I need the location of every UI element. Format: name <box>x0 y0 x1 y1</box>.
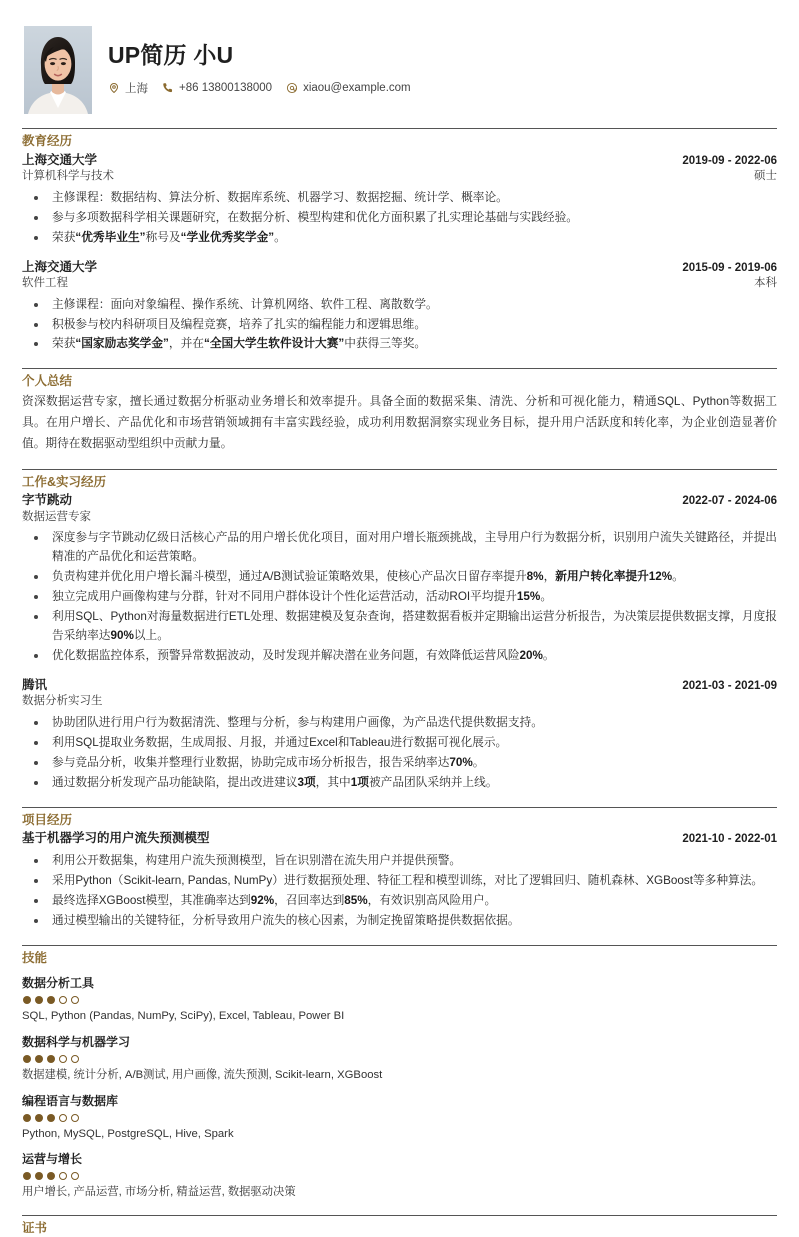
bullet-list <box>22 296 777 355</box>
list-item: 通过模型输出的关键特征，分析导致用户流失的核心因素，为制定挽留策略提供数据依据。 <box>22 912 777 931</box>
section-certificates <box>22 1215 777 1237</box>
skill-group <box>22 975 777 1025</box>
rating-dot-empty <box>59 996 67 1004</box>
resume-header <box>22 22 777 114</box>
skill-rating <box>23 1172 777 1180</box>
rating-dot-empty <box>59 1055 67 1063</box>
entry-header <box>22 259 777 277</box>
rating-dot-empty <box>71 1114 79 1122</box>
rating-dot-empty <box>59 1172 67 1180</box>
rating-dot-filled <box>23 1055 31 1063</box>
entry-date: 2021-10 - 2022-01 <box>682 833 777 846</box>
section-divider <box>22 469 777 470</box>
list-item: 负责构建并优化用户增长漏斗模型，通过A/B测试验证策略效果，使核心产品次日留存率提升8%，新用户转化率提升12%。 <box>22 568 777 587</box>
identity-block <box>108 26 411 96</box>
skill-group-name: 数据分析工具 <box>22 976 95 991</box>
skill-group-name: 运营与增长 <box>22 1152 83 1167</box>
entry-role: 数据分析实习生 <box>22 695 103 708</box>
phone-icon <box>162 82 174 94</box>
list-item: 利用公开数据集，构建用户流失预测模型，旨在识别潜在流失用户并提供预警。 <box>22 852 777 871</box>
list-item: 荣获“国家励志奖学金”，并在“全国大学生软件设计大赛”中获得三等奖。 <box>22 335 777 354</box>
entry-company: 腾讯 <box>22 677 48 692</box>
contact-list <box>108 80 411 96</box>
rating-dot-filled <box>47 996 55 1004</box>
entry-role: 数据运营专家 <box>22 510 91 523</box>
contact-email <box>286 82 411 94</box>
bullet-list <box>22 714 777 793</box>
section-title-experience: 工作&实习经历 <box>22 474 107 489</box>
rating-dot-empty <box>59 1114 67 1122</box>
entry-organization: 上海交通大学 <box>22 152 98 167</box>
section-summary <box>22 368 777 454</box>
list-item: 采用Python（Scikit-learn, Pandas, NumPy）进行数据预处理、特征工程和模型训练，对比了逻辑回归、随机森林、XGBoost等多种算法。 <box>22 872 777 891</box>
rating-dot-empty <box>71 1172 79 1180</box>
entry-date: 2015-09 - 2019-06 <box>682 261 777 274</box>
section-education <box>22 128 777 354</box>
entry-header <box>22 152 777 170</box>
section-projects <box>22 807 777 931</box>
entry-subheader <box>22 510 777 526</box>
entry-subheader <box>22 694 777 710</box>
rating-dot-filled <box>35 996 43 1004</box>
section-title-summary: 个人总结 <box>22 374 73 389</box>
skill-group <box>22 1151 777 1201</box>
rating-dot-filled <box>35 1172 43 1180</box>
contact-location-value: 上海 <box>125 82 148 95</box>
entry-degree: 本科 <box>754 277 777 290</box>
section-divider <box>22 1215 777 1216</box>
list-item: 协助团队进行用户行为数据清洗、整理与分析，参与构建用户画像，为产品迭代提供数据支持。 <box>22 714 777 733</box>
location-icon <box>108 82 120 94</box>
experience-entry <box>22 492 777 666</box>
section-title-certificates: 证书 <box>22 1221 48 1236</box>
avatar <box>24 26 92 114</box>
list-item: 主修课程：数据结构、算法分析、数据库系统、机器学习、数据挖掘、统计学、概率论。 <box>22 189 777 208</box>
list-item: 优化数据监控体系，预警异常数据波动，及时发现并解决潜在业务问题，有效降低运营风险20%。 <box>22 647 777 666</box>
bullet-list <box>22 189 777 248</box>
rating-dot-filled <box>47 1172 55 1180</box>
rating-dot-filled <box>47 1114 55 1122</box>
skill-items: SQL, Python (Pandas, NumPy, SciPy), Excel, Tableau, Power BI <box>22 1010 345 1023</box>
section-title-education: 教育经历 <box>22 134 73 148</box>
skill-group <box>22 1034 777 1084</box>
skill-group-name: 数据科学与机器学习 <box>22 1035 131 1049</box>
section-title-skills: 技能 <box>22 950 48 965</box>
education-entry <box>22 259 777 355</box>
entry-header <box>22 492 777 510</box>
rating-dot-filled <box>35 1114 43 1122</box>
entry-subheader <box>22 276 777 292</box>
rating-dot-empty <box>71 1055 79 1063</box>
skill-rating <box>23 1055 777 1063</box>
list-item: 主修课程：面向对象编程、操作系统、计算机网络、软件工程、离散数学。 <box>22 296 777 315</box>
rating-dot-filled <box>23 1114 31 1122</box>
entry-date: 2021-03 - 2021-09 <box>682 679 777 692</box>
rating-dot-filled <box>47 1055 55 1063</box>
experience-entry <box>22 677 777 793</box>
list-item: 积极参与校内科研项目及编程竞赛，培养了扎实的编程能力和逻辑思维。 <box>22 316 777 335</box>
bullet-list <box>22 529 777 666</box>
section-experience <box>22 469 777 793</box>
education-entry <box>22 152 777 248</box>
entry-date: 2019-09 - 2022-06 <box>682 154 777 167</box>
contact-location <box>108 80 148 96</box>
contact-phone-value: +86 13800138000 <box>179 81 273 94</box>
rating-dot-filled <box>23 1172 31 1180</box>
rating-dot-filled <box>35 1055 43 1063</box>
entry-header <box>22 830 777 848</box>
entry-degree: 硕士 <box>754 170 777 183</box>
email-icon <box>286 82 298 94</box>
skill-items: 数据建模, 统计分析, A/B测试, 用户画像, 流失预测, Scikit-learn, XGBoost <box>22 1068 383 1081</box>
rating-dot-empty <box>71 996 79 1004</box>
project-entry <box>22 830 777 930</box>
entry-major: 计算机科学与技术 <box>22 170 114 183</box>
page-title: UP简历 小U <box>108 42 234 68</box>
contact-phone <box>162 82 272 94</box>
section-divider <box>22 807 777 808</box>
section-divider <box>22 128 777 129</box>
list-item: 荣获“优秀毕业生”称号及“学业优秀奖学金”。 <box>22 229 777 248</box>
bullet-list <box>22 852 777 931</box>
list-item: 利用SQL提取业务数据，生成周报、月报，并通过Excel和Tableau进行数据可视化展示。 <box>22 734 777 753</box>
project-name: 基于机器学习的用户流失预测模型 <box>22 831 210 846</box>
list-item: 独立完成用户画像构建与分群，针对不同用户群体设计个性化运营活动，活动ROI平均提升15%。 <box>22 588 777 607</box>
skill-group-name: 编程语言与数据库 <box>22 1093 119 1108</box>
skill-rating <box>23 1114 777 1122</box>
entry-company: 字节跳动 <box>22 493 73 508</box>
entry-header <box>22 677 777 695</box>
section-divider <box>22 368 777 369</box>
entry-major: 软件工程 <box>22 277 68 290</box>
list-item: 通过数据分析发现产品功能缺陷，提出改进建议3项，其中1项被产品团队采纳并上线。 <box>22 774 777 793</box>
list-item: 最终选择XGBoost模型，其准确率达到92%，召回率达到85%，有效识别高风险用户。 <box>22 892 777 911</box>
entry-organization: 上海交通大学 <box>22 259 98 274</box>
skill-items: Python, MySQL, PostgreSQL, Hive, Spark <box>22 1127 234 1140</box>
entry-subheader <box>22 169 777 185</box>
entry-date: 2022-07 - 2024-06 <box>682 495 777 508</box>
section-title-projects: 项目经历 <box>22 812 73 827</box>
skill-items: 用户增长, 产品运营, 市场分析, 精益运营, 数据驱动决策 <box>22 1186 296 1199</box>
contact-email-value: xiaou@example.com <box>303 81 411 94</box>
list-item: 深度参与字节跳动亿级日活核心产品的用户增长优化项目，面对用户增长瓶颈挑战，主导用户行为数据分析，识别用户流失关键路径，并提出精准的产品优化和运营策略。 <box>22 529 777 567</box>
skill-rating <box>23 996 777 1004</box>
section-divider <box>22 945 777 946</box>
list-item: 参与竞品分析，收集并整理行业数据，协助完成市场分析报告，报告采纳率达70%。 <box>22 754 777 773</box>
list-item: 参与多项数据科学相关课题研究，在数据分析、模型构建和优化方面积累了扎实理论基础与实践经验。 <box>22 209 777 228</box>
skill-group <box>22 1093 777 1143</box>
list-item: 利用SQL、Python对海量数据进行ETL处理、数据建模及复杂查询，搭建数据看板并定期输出运营分析报告，为决策层提供数据支撑，月度报告采纳率达90%以上。 <box>22 608 777 646</box>
rating-dot-filled <box>23 996 31 1004</box>
summary-text: 资深数据运营专家，擅长通过数据分析驱动业务增长和效率提升。具备全面的数据采集、清洗、分析和可视化能力，精通SQL、Python等数据工具。在用户增长、产品优化和市场营销领域拥有丰富实践经验，成功利用数据洞察实现业务目标，提升用户活跃度和转化率，为企业创造显著价值。期待在数据驱动型组织中贡献力量。 <box>22 395 777 450</box>
section-skills <box>22 945 777 1202</box>
